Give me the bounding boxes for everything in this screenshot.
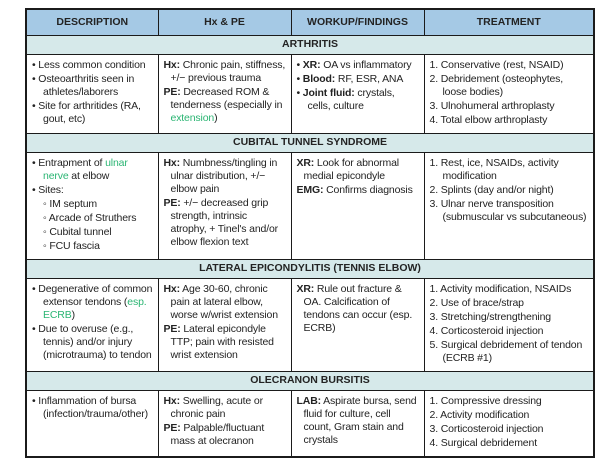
text-segment: Surgical debridement xyxy=(440,437,537,449)
cell-treatment xyxy=(424,55,594,134)
label-bold: LAB: xyxy=(296,395,321,407)
list-number: 4. xyxy=(429,325,441,337)
bullet-icon: • xyxy=(32,59,39,71)
text-segment: Look for abnormal medial epicondyle xyxy=(303,157,399,182)
text-segment: Corticosteroid injection xyxy=(440,325,544,337)
sub-bullet-icon: ◦ xyxy=(43,198,50,210)
text-line xyxy=(164,422,286,448)
section-content-row xyxy=(26,55,594,134)
column-header-treatment: TREATMENT xyxy=(424,9,594,36)
text-segment: Swelling, acute or chronic pain xyxy=(170,395,263,420)
text-line xyxy=(32,395,153,421)
list-number: 3. xyxy=(429,311,441,323)
text-line xyxy=(164,157,286,196)
text-segment: Chronic pain, stiffness, +/− previous trauma xyxy=(170,59,286,84)
bullet-icon: • xyxy=(32,73,39,85)
label-bold: PE: xyxy=(163,86,181,98)
bullet-icon: • xyxy=(296,59,303,71)
text-segment: Ulnohumeral arthroplasty xyxy=(440,100,555,112)
text-segment: crystals, cells, culture xyxy=(307,87,395,112)
table-header xyxy=(26,9,594,36)
highlight-green: extension xyxy=(170,112,215,124)
text-line xyxy=(430,325,589,338)
text-segment: Use of brace/strap xyxy=(440,297,524,309)
label-bold: Blood: xyxy=(302,73,336,85)
text-line xyxy=(430,59,589,72)
cell-hx-pe xyxy=(158,55,291,134)
text-line xyxy=(43,240,153,253)
list-number: 3. xyxy=(429,423,441,435)
cell-description xyxy=(26,153,158,260)
label-bold: PE: xyxy=(163,197,181,209)
text-line xyxy=(430,157,589,183)
label-bold: XR: xyxy=(296,283,315,295)
list-number: 4. xyxy=(429,114,441,126)
text-line xyxy=(43,226,153,239)
text-line xyxy=(430,339,589,365)
section-title: ARTHRITIS xyxy=(26,36,594,55)
text-segment: Stretching/strengthening xyxy=(440,311,551,323)
section-title: CUBITAL TUNNEL SYNDROME xyxy=(26,134,594,153)
cell-description xyxy=(26,55,158,134)
text-segment: Splints (day and/or night) xyxy=(440,184,554,196)
label-bold: Hx: xyxy=(163,395,180,407)
bullet-icon: • xyxy=(32,157,39,169)
text-segment: Aspirate bursa, send fluid for culture, cell count, Gram stain and crystals xyxy=(303,395,417,446)
text-line xyxy=(430,114,589,127)
label-bold: PE: xyxy=(163,323,181,335)
text-segment: Numbness/tingling in ulnar distribution, +/− elbow pain xyxy=(170,157,278,195)
text-segment: Inflammation of bursa (infection/trauma/other) xyxy=(38,395,148,420)
text-line xyxy=(297,73,419,86)
text-line xyxy=(430,73,589,99)
section-header-row xyxy=(26,36,594,55)
text-line xyxy=(43,198,153,211)
label-bold: XR: xyxy=(302,59,321,71)
label-bold: Hx: xyxy=(163,283,180,295)
section-title: LATERAL EPICONDYLITIS (TENNIS ELBOW) xyxy=(26,260,594,279)
text-line xyxy=(297,184,419,197)
text-segment: Activity modification xyxy=(440,409,530,421)
text-segment: RF, ESR, ANA xyxy=(335,73,404,85)
text-line xyxy=(430,297,589,310)
sub-bullet-icon: ◦ xyxy=(43,226,50,238)
highlight-green: ulnar nerve xyxy=(43,157,128,182)
text-segment: Activity modification, NSAIDs xyxy=(440,283,572,295)
label-bold: PE: xyxy=(163,422,181,434)
cell-treatment xyxy=(424,391,594,458)
text-line xyxy=(430,184,589,197)
highlight-green: esp. ECRB xyxy=(43,296,147,321)
text-segment: Site for arthritides (RA, gout, etc) xyxy=(38,100,141,125)
text-segment: +/− decreased grip strength, intrinsic atrophy, + Tinel's and/or elbow flexion text xyxy=(170,197,278,248)
section-content-row xyxy=(26,153,594,260)
text-line xyxy=(32,323,153,362)
text-segment: Sites: xyxy=(38,184,64,196)
sub-bullet-icon: ◦ xyxy=(43,240,50,252)
bullet-icon: • xyxy=(32,100,39,112)
text-line xyxy=(32,73,153,99)
cell-hx-pe xyxy=(158,279,291,372)
text-line xyxy=(430,395,589,408)
text-segment: Total elbow arthroplasty xyxy=(440,114,548,126)
text-line xyxy=(430,198,589,224)
list-number: 4. xyxy=(429,437,441,449)
list-number: 1. xyxy=(429,283,441,295)
bullet-icon: • xyxy=(32,184,39,196)
text-segment: Ulnar nerve transposition (submuscular vs subcutaneous) xyxy=(440,198,587,223)
text-segment: Degenerative of common extensor tendons ( xyxy=(38,283,153,308)
text-segment: ) xyxy=(214,112,218,124)
list-number: 2. xyxy=(429,73,441,85)
section-content-row xyxy=(26,391,594,458)
cell-description xyxy=(26,391,158,458)
text-segment: Rule out fracture & OA. Calcification of tendons can occur (esp. ECRB) xyxy=(303,283,413,334)
text-segment: Arcade of Struthers xyxy=(48,212,137,224)
text-segment: IM septum xyxy=(49,198,98,210)
text-line xyxy=(32,283,153,322)
section-title: OLECRANON BURSITIS xyxy=(26,372,594,391)
section-header-row xyxy=(26,260,594,279)
label-bold: EMG: xyxy=(296,184,324,196)
text-line xyxy=(164,59,286,85)
label-bold: Joint fluid: xyxy=(302,87,355,99)
section-content-row xyxy=(26,279,594,372)
text-line xyxy=(297,87,419,113)
text-line xyxy=(430,423,589,436)
text-line xyxy=(164,283,286,322)
sub-bullet-icon: ◦ xyxy=(43,212,49,224)
text-segment: ) xyxy=(71,309,75,321)
list-number: 1. xyxy=(429,395,441,407)
cell-description xyxy=(26,279,158,372)
cell-treatment xyxy=(424,153,594,260)
text-line xyxy=(297,59,419,72)
text-line xyxy=(430,409,589,422)
bullet-icon: • xyxy=(32,323,39,335)
cell-hx-pe xyxy=(158,391,291,458)
text-segment: at elbow xyxy=(68,170,110,182)
list-number: 1. xyxy=(429,59,441,71)
text-segment: Palpable/fluctuant mass at olecranon xyxy=(170,422,265,447)
elbow-conditions-table xyxy=(25,8,595,458)
text-segment: FCU fascia xyxy=(49,240,100,252)
text-line xyxy=(32,184,153,197)
text-line xyxy=(32,100,153,126)
list-number: 5. xyxy=(429,339,441,351)
column-header-workup-findings: WORKUP/FINDINGS xyxy=(291,9,424,36)
text-line xyxy=(164,395,286,421)
list-number: 1. xyxy=(429,157,441,169)
cell-workup-findings xyxy=(291,391,424,458)
header-row xyxy=(26,9,594,36)
cell-hx-pe xyxy=(158,153,291,260)
table-body xyxy=(26,36,594,458)
text-segment: Age 30-60, chronic pain at lateral elbow, worse w/wrist extension xyxy=(170,283,278,321)
list-number: 3. xyxy=(429,198,441,210)
text-line xyxy=(430,437,589,450)
text-segment: Debridement (osteophytes, loose bodies) xyxy=(440,73,564,98)
section-header-row xyxy=(26,134,594,153)
cell-treatment xyxy=(424,279,594,372)
list-number: 2. xyxy=(429,409,441,421)
column-header-description: DESCRIPTION xyxy=(26,9,158,36)
text-segment: Cubital tunnel xyxy=(49,226,112,238)
text-line xyxy=(297,157,419,183)
text-segment: Rest, ice, NSAIDs, activity modification xyxy=(440,157,559,182)
text-segment: OA vs inflammatory xyxy=(320,59,412,71)
cell-workup-findings xyxy=(291,153,424,260)
text-line xyxy=(164,197,286,249)
text-segment: Less common condition xyxy=(38,59,146,71)
label-bold: Hx: xyxy=(163,157,180,169)
text-segment: Conservative (rest, NSAID) xyxy=(440,59,564,71)
text-line xyxy=(43,212,153,225)
text-segment: Due to overuse (e.g., tennis) and/or injury (microtrauma) to tendon xyxy=(38,323,152,361)
text-line xyxy=(32,59,153,72)
text-segment: Confirms diagnosis xyxy=(323,184,413,196)
bullet-icon: • xyxy=(32,283,39,295)
list-number: 2. xyxy=(429,184,441,196)
text-line xyxy=(430,311,589,324)
label-bold: Hx: xyxy=(163,59,180,71)
text-line xyxy=(32,157,153,183)
section-header-row xyxy=(26,372,594,391)
list-number: 2. xyxy=(429,297,441,309)
text-segment: Osteoarthritis seen in athletes/laborers xyxy=(38,73,135,98)
text-segment: Compressive dressing xyxy=(440,395,542,407)
list-number: 3. xyxy=(429,100,441,112)
text-segment: Entrapment of xyxy=(38,157,106,169)
text-line xyxy=(164,86,286,125)
text-line xyxy=(430,100,589,113)
label-bold: XR: xyxy=(296,157,315,169)
bullet-icon: • xyxy=(296,87,303,99)
bullet-icon: • xyxy=(32,395,39,407)
text-line xyxy=(164,323,286,362)
cell-workup-findings xyxy=(291,55,424,134)
text-segment: Decreased ROM & tenderness (especially in xyxy=(170,86,283,111)
text-line xyxy=(430,283,589,296)
cell-workup-findings xyxy=(291,279,424,372)
column-header-hx-pe: Hx & PE xyxy=(158,9,291,36)
text-segment: Corticosteroid injection xyxy=(440,423,544,435)
text-line xyxy=(297,283,419,335)
text-segment: Surgical debridement of tendon (ECRB #1) xyxy=(440,339,583,364)
text-segment: Lateral epicondyle TTP; pain with resisted wrist extension xyxy=(170,323,274,361)
text-line xyxy=(297,395,419,447)
bullet-icon: • xyxy=(296,73,303,85)
